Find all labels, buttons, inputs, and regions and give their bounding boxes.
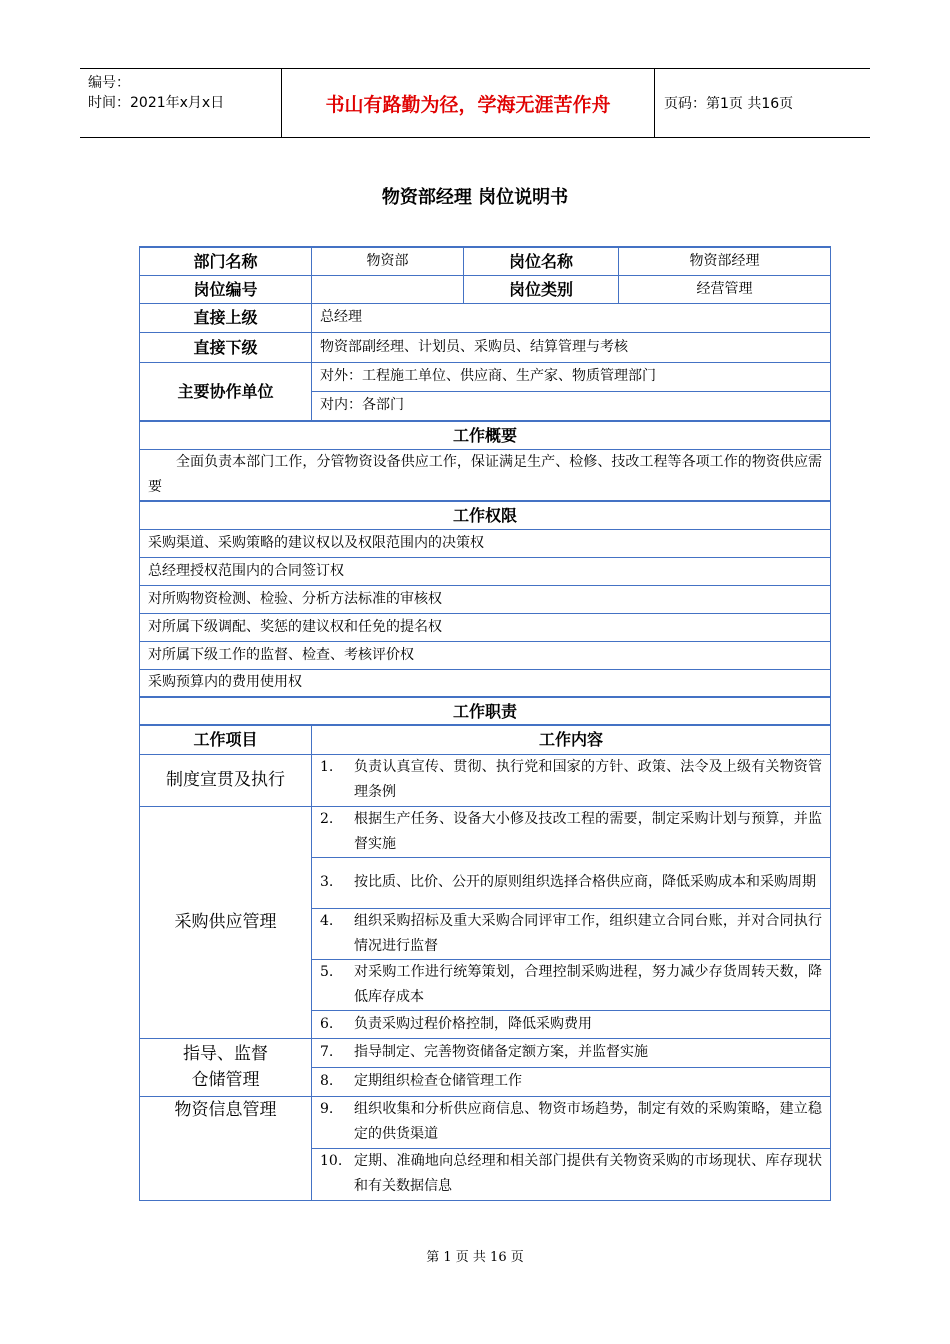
- duty-text: 负责认真宣传、贯彻、执行党和国家的方针、政策、法令及上级有关物资管理条例: [354, 759, 822, 800]
- overview-text: 全面负责本部门工作，分管物资设备供应工作，保证满足生产、检修、技改工程等各项工作的物资供应需要: [140, 449, 831, 501]
- subordinate-value: 物资部副经理、计划员、采购员、结算管理与考核: [312, 332, 831, 362]
- duty-item: [320, 1097, 822, 1147]
- cooperation-external: 对外：工程施工单位、供应商、生产家、物质管理部门: [312, 362, 831, 391]
- authority-item: 采购渠道、采购策略的建议权以及权限范围内的决策权: [140, 529, 831, 557]
- dept-label: 部门名称: [140, 247, 312, 275]
- duty-number: 9.: [320, 1101, 334, 1117]
- duty-item: [320, 1040, 822, 1065]
- duty-text: 组织收集和分析供应商信息、物资市场趋势，制定有效的采购策略，建立稳定的供货渠道: [354, 1101, 822, 1142]
- duty-text: 指导制定、完善物资储备定额方案，并监督实施: [354, 1044, 648, 1060]
- duty-item: [320, 1012, 822, 1037]
- duty-group-name: 制度宣贯及执行: [140, 754, 312, 806]
- document-date: 时间：2021年x月x日: [88, 95, 225, 111]
- job-description-table: [139, 246, 831, 1201]
- code-value: [312, 275, 464, 303]
- duty-text: 按比质、比价、公开的原则组织选择合格供应商，降低采购成本和采购周期: [354, 874, 816, 890]
- duty-group-name-line: 指导、监督: [183, 1044, 268, 1064]
- duty-text: 组织采购招标及重大采购合同评审工作，组织建立合同台账，并对合同执行情况进行监督: [354, 912, 822, 954]
- duty-group-name: [140, 1038, 312, 1096]
- post-value: 物资部经理: [619, 247, 831, 275]
- document-number-label: 编号：: [88, 75, 130, 91]
- duty-item: [320, 870, 822, 895]
- authority-heading: 工作权限: [140, 501, 831, 529]
- document-title: 物资部经理 岗位说明书: [381, 187, 569, 208]
- cooperation-label: 主要协作单位: [140, 362, 312, 421]
- duty-group-name-line: 仓储管理: [191, 1070, 260, 1090]
- authority-item: 总经理授权范围内的合同签订权: [140, 557, 831, 585]
- superior-label: 直接上级: [140, 303, 312, 332]
- header-page-info: 页码：第1页 共16页: [664, 96, 794, 112]
- duty-group-name: 采购供应管理: [140, 806, 312, 1038]
- page-header: [80, 68, 870, 138]
- overview-heading: 工作概要: [140, 421, 831, 449]
- dept-value: 物资部: [312, 247, 464, 275]
- authority-item: 对所属下级工作的监督、检查、考核评价权: [140, 641, 831, 669]
- authority-item: 对所购物资检测、检验、分析方法标准的审核权: [140, 585, 831, 613]
- duty-text: 根据生产任务、设备大小修及技改工程的需要，制定采购计划与预算，并监督实施: [354, 810, 822, 852]
- duty-number: 4.: [320, 912, 334, 929]
- duty-group-name: 物资信息管理: [140, 1096, 312, 1200]
- category-value: 经营管理: [619, 275, 831, 303]
- duty-item: [320, 807, 822, 857]
- duty-number: 1.: [320, 759, 334, 775]
- superior-value: 总经理: [312, 303, 831, 332]
- subordinate-label: 直接下级: [140, 332, 312, 362]
- duty-item: [320, 755, 822, 805]
- authority-item: 对所属下级调配、奖惩的建议权和任免的提名权: [140, 613, 831, 641]
- duties-col-content: 工作内容: [312, 725, 831, 754]
- code-label: 岗位编号: [140, 275, 312, 303]
- page-footer: 第 1 页 共 16 页: [426, 1250, 524, 1265]
- duty-number: 7.: [320, 1044, 334, 1060]
- duty-number: 5.: [320, 963, 334, 980]
- duty-number: 2.: [320, 810, 334, 827]
- duty-number: 8.: [320, 1073, 334, 1089]
- duty-item: [320, 1069, 822, 1094]
- cooperation-internal: 对内：各部门: [312, 391, 831, 421]
- duty-item: [320, 909, 822, 959]
- duty-number: 6.: [320, 1015, 334, 1032]
- post-label: 岗位名称: [464, 247, 619, 275]
- duties-heading: 工作职责: [140, 697, 831, 725]
- duty-text: 对采购工作进行统筹策划，合理控制采购进程，努力减少存货周转天数，降低库存成本: [354, 963, 822, 1005]
- category-label: 岗位类别: [464, 275, 619, 303]
- duty-text: 定期、准确地向总经理和相关部门提供有关物资采购的市场现状、库存现状和有关数据信息: [354, 1153, 822, 1194]
- authority-item: 采购预算内的费用使用权: [140, 669, 831, 697]
- header-meta: [80, 69, 282, 137]
- duty-text: 负责采购过程价格控制，降低采购费用: [354, 1015, 592, 1032]
- duty-text: 定期组织检查仓储管理工作: [354, 1073, 522, 1089]
- duty-number: 10.: [320, 1153, 343, 1169]
- header-motto: 书山有路勤为径，学海无涯苦作舟: [282, 69, 655, 137]
- duties-col-item: 工作项目: [140, 725, 312, 754]
- duty-item: [320, 1149, 822, 1199]
- duty-item: [320, 960, 822, 1010]
- duty-number: 3.: [320, 874, 334, 890]
